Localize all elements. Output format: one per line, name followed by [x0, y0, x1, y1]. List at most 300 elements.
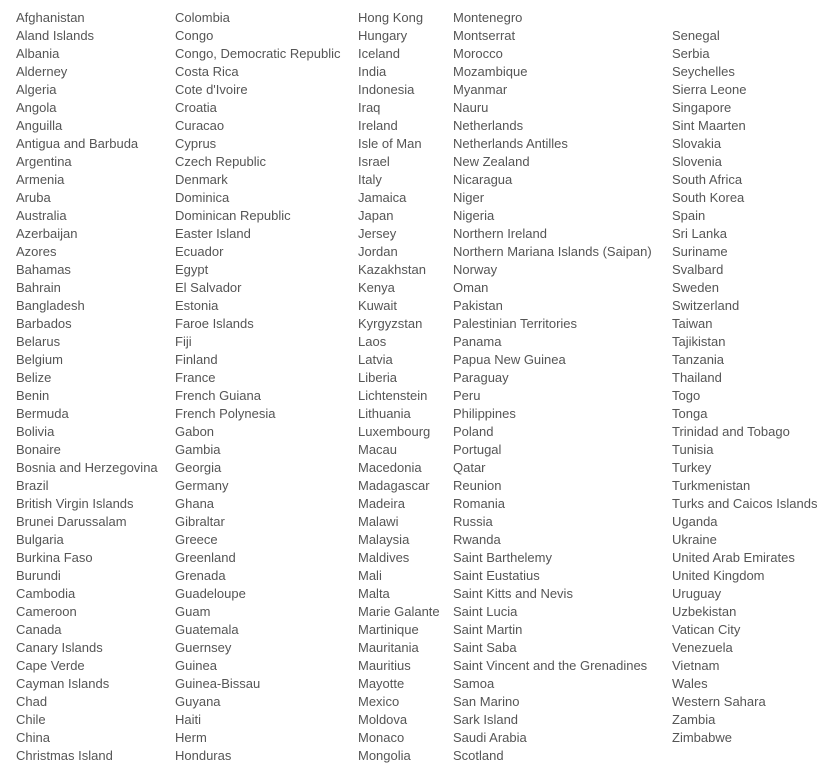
country-list-item	[672, 693, 817, 711]
country-list-item	[16, 423, 158, 441]
country-list-item	[16, 639, 158, 657]
country-list-item	[358, 369, 440, 387]
country-list-item	[16, 27, 158, 45]
country-link[interactable]: Macedonia	[358, 460, 422, 475]
country-link[interactable]: Grenada	[175, 568, 226, 583]
country-link[interactable]: Guinea	[175, 658, 217, 673]
country-link[interactable]: Zimbabwe	[672, 730, 732, 745]
country-link[interactable]: Alderney	[16, 64, 68, 79]
country-link[interactable]: Thailand	[672, 370, 722, 385]
country-link[interactable]: United Arab Emirates	[672, 550, 795, 565]
country-list-item	[16, 711, 158, 729]
country-list-item	[175, 261, 340, 279]
country-list-item	[16, 243, 158, 261]
country-link[interactable]: Israel	[358, 154, 390, 169]
country-link[interactable]: Spain	[672, 208, 706, 223]
country-list-item	[16, 495, 158, 513]
country-list-item	[175, 585, 340, 603]
country-list-item	[672, 243, 817, 261]
country-link[interactable]: Venezuela	[672, 640, 733, 655]
country-link[interactable]: Anguilla	[16, 118, 63, 133]
country-link[interactable]: Netherlands	[453, 118, 524, 133]
country-link[interactable]: Saudi Arabia	[453, 730, 527, 745]
country-link[interactable]: Saint Eustatius	[453, 568, 540, 583]
country-link[interactable]: South Africa	[672, 172, 743, 187]
country-link[interactable]: Palestinian Territories	[453, 316, 578, 331]
country-list-item	[453, 477, 652, 495]
country-link[interactable]: Netherlands Antilles	[453, 136, 568, 151]
country-list-item	[175, 549, 340, 567]
country-link[interactable]: Sint Maarten	[672, 118, 746, 133]
country-link[interactable]: Isle of Man	[358, 136, 422, 151]
country-link[interactable]: Samoa	[453, 676, 495, 691]
country-link[interactable]: Turkey	[672, 460, 712, 475]
country-link[interactable]: Denmark	[175, 172, 228, 187]
country-link[interactable]: British Virgin Islands	[16, 496, 134, 511]
country-link[interactable]: Belgium	[16, 352, 63, 367]
country-list-item	[358, 261, 440, 279]
country-link[interactable]: Armenia	[16, 172, 65, 187]
country-list-item	[16, 513, 158, 531]
country-link[interactable]: Haiti	[175, 712, 202, 727]
country-link[interactable]: Pakistan	[453, 298, 503, 313]
country-list-item	[672, 225, 817, 243]
country-link[interactable]: Mauritania	[358, 640, 419, 655]
country-list-item	[672, 333, 817, 351]
country-link[interactable]: Cambodia	[16, 586, 76, 601]
country-link[interactable]: Latvia	[358, 352, 393, 367]
country-link[interactable]: Afghanistan	[16, 10, 85, 25]
country-link[interactable]: Faroe Islands	[175, 316, 254, 331]
country-link[interactable]: Malawi	[358, 514, 399, 529]
country-list-item	[16, 297, 158, 315]
country-list-item	[175, 99, 340, 117]
country-link[interactable]: Reunion	[453, 478, 502, 493]
country-list-item	[16, 225, 158, 243]
country-link[interactable]: Guernsey	[175, 640, 232, 655]
country-list-item	[175, 351, 340, 369]
country-link[interactable]: Brazil	[16, 478, 49, 493]
country-link[interactable]: Ireland	[358, 118, 398, 133]
country-link[interactable]: Argentina	[16, 154, 72, 169]
country-list-item	[358, 27, 440, 45]
country-list-item	[453, 621, 652, 639]
country-link[interactable]: Brunei Darussalam	[16, 514, 127, 529]
country-link[interactable]: Myanmar	[453, 82, 508, 97]
country-list-item	[453, 333, 652, 351]
country-link[interactable]: Wales	[672, 676, 708, 691]
country-link[interactable]: Ghana	[175, 496, 215, 511]
country-list-item	[453, 693, 652, 711]
country-link[interactable]: Sierra Leone	[672, 82, 747, 97]
country-list-item	[672, 495, 817, 513]
country-link[interactable]: Italy	[358, 172, 382, 187]
country-list-item	[358, 117, 440, 135]
country-link[interactable]: Turks and Caicos Islands	[672, 496, 818, 511]
country-link[interactable]: Kuwait	[358, 298, 398, 313]
country-list-item	[358, 567, 440, 585]
country-link[interactable]: Senegal	[672, 28, 720, 43]
country-link[interactable]: Suriname	[672, 244, 728, 259]
country-list-item	[358, 405, 440, 423]
country-link[interactable]: Malaysia	[358, 532, 410, 547]
country-link[interactable]: Honduras	[175, 748, 232, 763]
country-link[interactable]: Liberia	[358, 370, 398, 385]
country-link[interactable]: Congo	[175, 28, 214, 43]
country-link[interactable]: Papua New Guinea	[453, 352, 566, 367]
country-link[interactable]: Kyrgyzstan	[358, 316, 423, 331]
country-column-2	[175, 9, 340, 765]
country-link[interactable]: France	[175, 370, 216, 385]
country-link[interactable]: Maldives	[358, 550, 410, 565]
country-link[interactable]: Serbia	[672, 46, 710, 61]
country-link[interactable]: Georgia	[175, 460, 222, 475]
country-link[interactable]: Bolivia	[16, 424, 55, 439]
country-link[interactable]: Canary Islands	[16, 640, 103, 655]
country-link[interactable]: Lichtenstein	[358, 388, 428, 403]
country-link[interactable]: Algeria	[16, 82, 57, 97]
country-link[interactable]: Guadeloupe	[175, 586, 246, 601]
country-list-item	[358, 351, 440, 369]
country-link[interactable]: Saint Lucia	[453, 604, 518, 619]
country-list-item	[672, 585, 817, 603]
country-link[interactable]: Burkina Faso	[16, 550, 93, 565]
country-link[interactable]: Svalbard	[672, 262, 724, 277]
country-link[interactable]: Fiji	[175, 334, 192, 349]
country-link[interactable]: Hungary	[358, 28, 408, 43]
country-list-item	[16, 603, 158, 621]
country-link[interactable]: Guyana	[175, 694, 221, 709]
country-link[interactable]: Aland Islands	[16, 28, 95, 43]
country-link[interactable]: Montserrat	[453, 28, 516, 43]
country-link[interactable]: Christmas Island	[16, 748, 113, 763]
country-link[interactable]: Jersey	[358, 226, 397, 241]
country-list-item	[453, 243, 652, 261]
country-link[interactable]: Ecuador	[175, 244, 224, 259]
country-link[interactable]: Egypt	[175, 262, 209, 277]
country-list-item	[175, 693, 340, 711]
country-list-item	[453, 45, 652, 63]
country-link[interactable]: Slovakia	[672, 136, 722, 151]
country-list-item	[453, 711, 652, 729]
country-link[interactable]: Croatia	[175, 100, 217, 115]
country-list-item	[175, 513, 340, 531]
country-list-item	[175, 729, 340, 747]
country-link[interactable]: Iraq	[358, 100, 381, 115]
country-link[interactable]: Cameroon	[16, 604, 77, 619]
country-link[interactable]: Canada	[16, 622, 62, 637]
country-list-item	[358, 585, 440, 603]
country-list-item	[453, 279, 652, 297]
country-link[interactable]: Saint Kitts and Nevis	[453, 586, 573, 601]
country-list-item	[16, 387, 158, 405]
country-link[interactable]: United Kingdom	[672, 568, 765, 583]
country-link[interactable]: Gibraltar	[175, 514, 225, 529]
country-link[interactable]: Guam	[175, 604, 211, 619]
country-link[interactable]: Montenegro	[453, 10, 523, 25]
country-list-item	[16, 405, 158, 423]
country-link[interactable]: India	[358, 64, 387, 79]
country-list-item	[16, 135, 158, 153]
country-link[interactable]: Iceland	[358, 46, 400, 61]
country-list-item	[672, 351, 817, 369]
country-link[interactable]: Morocco	[453, 46, 503, 61]
country-link[interactable]: Northern Ireland	[453, 226, 547, 241]
country-list-item	[672, 297, 817, 315]
country-link[interactable]: Bermuda	[16, 406, 69, 421]
country-link[interactable]: Burundi	[16, 568, 61, 583]
country-link[interactable]: Kazakhstan	[358, 262, 426, 277]
country-link[interactable]: Trinidad and Tobago	[672, 424, 790, 439]
country-link[interactable]: Albania	[16, 46, 60, 61]
country-link[interactable]: Azores	[16, 244, 57, 259]
country-list-item	[175, 531, 340, 549]
country-link[interactable]: San Marino	[453, 694, 520, 709]
country-link[interactable]: Bulgaria	[16, 532, 64, 547]
country-list-item	[358, 135, 440, 153]
country-link[interactable]: Indonesia	[358, 82, 415, 97]
country-link[interactable]: Dominica	[175, 190, 230, 205]
country-link[interactable]: Gabon	[175, 424, 215, 439]
country-list-item	[672, 675, 817, 693]
country-link[interactable]: Barbados	[16, 316, 72, 331]
country-link[interactable]: Western Sahara	[672, 694, 766, 709]
country-list-item	[358, 459, 440, 477]
country-list-item	[672, 567, 817, 585]
country-link[interactable]: Madagascar	[358, 478, 430, 493]
country-link[interactable]: Mali	[358, 568, 382, 583]
country-link[interactable]: Norway	[453, 262, 498, 277]
country-link[interactable]: Chile	[16, 712, 46, 727]
country-link[interactable]: Taiwan	[672, 316, 713, 331]
country-list-item	[175, 297, 340, 315]
country-link[interactable]: Seychelles	[672, 64, 735, 79]
country-list-item	[16, 459, 158, 477]
country-link[interactable]: Qatar	[453, 460, 486, 475]
country-link[interactable]: Nicaragua	[453, 172, 513, 187]
country-link[interactable]: Chad	[16, 694, 48, 709]
country-link[interactable]: Peru	[453, 388, 481, 403]
country-link[interactable]: Belarus	[16, 334, 61, 349]
country-link[interactable]: Cape Verde	[16, 658, 85, 673]
country-link[interactable]: Gambia	[175, 442, 221, 457]
country-link[interactable]: Tanzania	[672, 352, 725, 367]
country-link[interactable]: Czech Republic	[175, 154, 267, 169]
country-link[interactable]: Niger	[453, 190, 485, 205]
country-list-item	[453, 441, 652, 459]
country-list-item	[453, 27, 652, 45]
country-link[interactable]: Saint Vincent and the Grenadines	[453, 658, 648, 673]
country-link[interactable]: Greece	[175, 532, 218, 547]
country-link[interactable]: Martinique	[358, 622, 419, 637]
country-list-item	[175, 9, 340, 27]
country-link[interactable]: Ukraine	[672, 532, 717, 547]
country-list-item	[175, 567, 340, 585]
country-link[interactable]: Tunisia	[672, 442, 714, 457]
country-link[interactable]: Cote d'Ivoire	[175, 82, 248, 97]
country-link[interactable]: Bahamas	[16, 262, 71, 277]
country-list-item	[16, 675, 158, 693]
country-list-item	[672, 315, 817, 333]
country-list-item	[453, 387, 652, 405]
country-list-item	[175, 369, 340, 387]
country-list-item	[672, 189, 817, 207]
country-list-item	[672, 171, 817, 189]
country-link[interactable]: Turkmenistan	[672, 478, 751, 493]
country-list-item	[672, 711, 817, 729]
country-list-item	[175, 333, 340, 351]
country-link[interactable]: Japan	[358, 208, 394, 223]
country-list-item	[358, 333, 440, 351]
country-list-item	[453, 603, 652, 621]
country-link[interactable]: China	[16, 730, 50, 745]
country-list-item	[453, 315, 652, 333]
country-link[interactable]: Oman	[453, 280, 489, 295]
country-link[interactable]: Northern Mariana Islands (Saipan)	[453, 244, 652, 259]
country-link[interactable]: Madeira	[358, 496, 405, 511]
country-link[interactable]: Guatemala	[175, 622, 239, 637]
country-link[interactable]: Malta	[358, 586, 390, 601]
country-list-item	[358, 207, 440, 225]
country-list-item	[453, 351, 652, 369]
country-link[interactable]: Mayotte	[358, 676, 405, 691]
country-link[interactable]: Kenya	[358, 280, 395, 295]
country-list-item	[358, 153, 440, 171]
country-list-item	[358, 639, 440, 657]
country-link[interactable]: Togo	[672, 388, 701, 403]
country-link[interactable]: Romania	[453, 496, 506, 511]
country-link[interactable]: Rwanda	[453, 532, 501, 547]
country-link[interactable]: Nigeria	[453, 208, 495, 223]
country-link[interactable]: Paraguay	[453, 370, 509, 385]
country-link[interactable]: Greenland	[175, 550, 236, 565]
country-list-item	[358, 81, 440, 99]
country-list-item	[16, 117, 158, 135]
country-link[interactable]: Sweden	[672, 280, 719, 295]
country-link[interactable]: Easter Island	[175, 226, 251, 241]
country-link[interactable]: Finland	[175, 352, 218, 367]
country-link[interactable]: Angola	[16, 100, 57, 115]
country-link[interactable]: Saint Martin	[453, 622, 523, 637]
country-link[interactable]: Mexico	[358, 694, 400, 709]
country-link[interactable]: Monaco	[358, 730, 405, 745]
country-link[interactable]: Singapore	[672, 100, 732, 115]
country-link[interactable]: Costa Rica	[175, 64, 239, 79]
country-link[interactable]: Saint Saba	[453, 640, 517, 655]
country-link[interactable]: Colombia	[175, 10, 230, 25]
country-link[interactable]: El Salvador	[175, 280, 242, 295]
country-link[interactable]: Saint Barthelemy	[453, 550, 552, 565]
country-link[interactable]: Laos	[358, 334, 387, 349]
country-list-item	[16, 369, 158, 387]
country-link[interactable]: Sark Island	[453, 712, 519, 727]
country-link[interactable]: Lithuania	[358, 406, 411, 421]
country-list-item	[175, 657, 340, 675]
country-link[interactable]: Vietnam	[672, 658, 720, 673]
country-link[interactable]: Belize	[16, 370, 52, 385]
country-link[interactable]: Antigua and Barbuda	[16, 136, 139, 151]
country-list-item	[358, 531, 440, 549]
country-link[interactable]: Zambia	[672, 712, 716, 727]
country-link[interactable]: Curacao	[175, 118, 225, 133]
country-link[interactable]: Estonia	[175, 298, 219, 313]
country-column-3	[358, 9, 440, 765]
country-link[interactable]: Poland	[453, 424, 494, 439]
country-link[interactable]: Congo, Democratic Republic	[175, 46, 341, 61]
country-link[interactable]: Bangladesh	[16, 298, 85, 313]
country-link[interactable]: Jordan	[358, 244, 398, 259]
country-link[interactable]: Uzbekistan	[672, 604, 737, 619]
country-link[interactable]: Cyprus	[175, 136, 217, 151]
country-link[interactable]: Benin	[16, 388, 50, 403]
country-link[interactable]: Tonga	[672, 406, 708, 421]
country-link[interactable]: Aruba	[16, 190, 51, 205]
country-link[interactable]: Mongolia	[358, 748, 411, 763]
country-link[interactable]: Uganda	[672, 514, 718, 529]
country-link[interactable]: Dominican Republic	[175, 208, 291, 223]
country-link[interactable]: Macau	[358, 442, 398, 457]
country-link[interactable]: Mauritius	[358, 658, 411, 673]
country-link[interactable]: Bahrain	[16, 280, 61, 295]
country-link[interactable]: Australia	[16, 208, 67, 223]
country-link[interactable]: Russia	[453, 514, 493, 529]
country-link[interactable]: Sri Lanka	[672, 226, 727, 241]
country-link[interactable]: Mozambique	[453, 64, 528, 79]
country-link[interactable]: Panama	[453, 334, 502, 349]
country-link[interactable]: Azerbaijan	[16, 226, 78, 241]
country-link[interactable]: Bonaire	[16, 442, 61, 457]
country-link[interactable]: Marie Galante	[358, 604, 440, 619]
country-list-item	[16, 657, 158, 675]
country-list-item	[175, 81, 340, 99]
country-link[interactable]: Bosnia and Herzegovina	[16, 460, 158, 475]
country-list-item	[453, 171, 652, 189]
country-list-item	[16, 729, 158, 747]
country-link[interactable]: Luxembourg	[358, 424, 431, 439]
country-link[interactable]: Jamaica	[358, 190, 407, 205]
country-list-item	[16, 315, 158, 333]
country-link[interactable]: Herm	[175, 730, 207, 745]
country-link[interactable]: Guinea-Bissau	[175, 676, 261, 691]
country-list-item	[672, 81, 817, 99]
country-link[interactable]: New Zealand	[453, 154, 530, 169]
country-link[interactable]: Tajikistan	[672, 334, 726, 349]
country-list-item	[672, 207, 817, 225]
country-link[interactable]: Nauru	[453, 100, 489, 115]
country-link[interactable]: French Polynesia	[175, 406, 276, 421]
country-link[interactable]: Scotland	[453, 748, 504, 763]
country-link[interactable]: Uruguay	[672, 586, 722, 601]
country-link[interactable]: Slovenia	[672, 154, 722, 169]
country-link[interactable]: Hong Kong	[358, 10, 424, 25]
country-link[interactable]: South Korea	[672, 190, 745, 205]
country-link[interactable]: Vatican City	[672, 622, 741, 637]
country-link[interactable]: Moldova	[358, 712, 408, 727]
country-link[interactable]: Switzerland	[672, 298, 740, 313]
country-list-item	[672, 549, 817, 567]
country-link[interactable]: Germany	[175, 478, 229, 493]
country-link[interactable]: Portugal	[453, 442, 502, 457]
country-list-item	[175, 675, 340, 693]
country-list-item	[175, 639, 340, 657]
country-link[interactable]: French Guiana	[175, 388, 261, 403]
country-column-4	[453, 9, 652, 765]
country-list-item	[358, 99, 440, 117]
country-link[interactable]: Cayman Islands	[16, 676, 110, 691]
country-link[interactable]: Philippines	[453, 406, 516, 421]
country-list-item	[358, 387, 440, 405]
country-list-item	[16, 549, 158, 567]
